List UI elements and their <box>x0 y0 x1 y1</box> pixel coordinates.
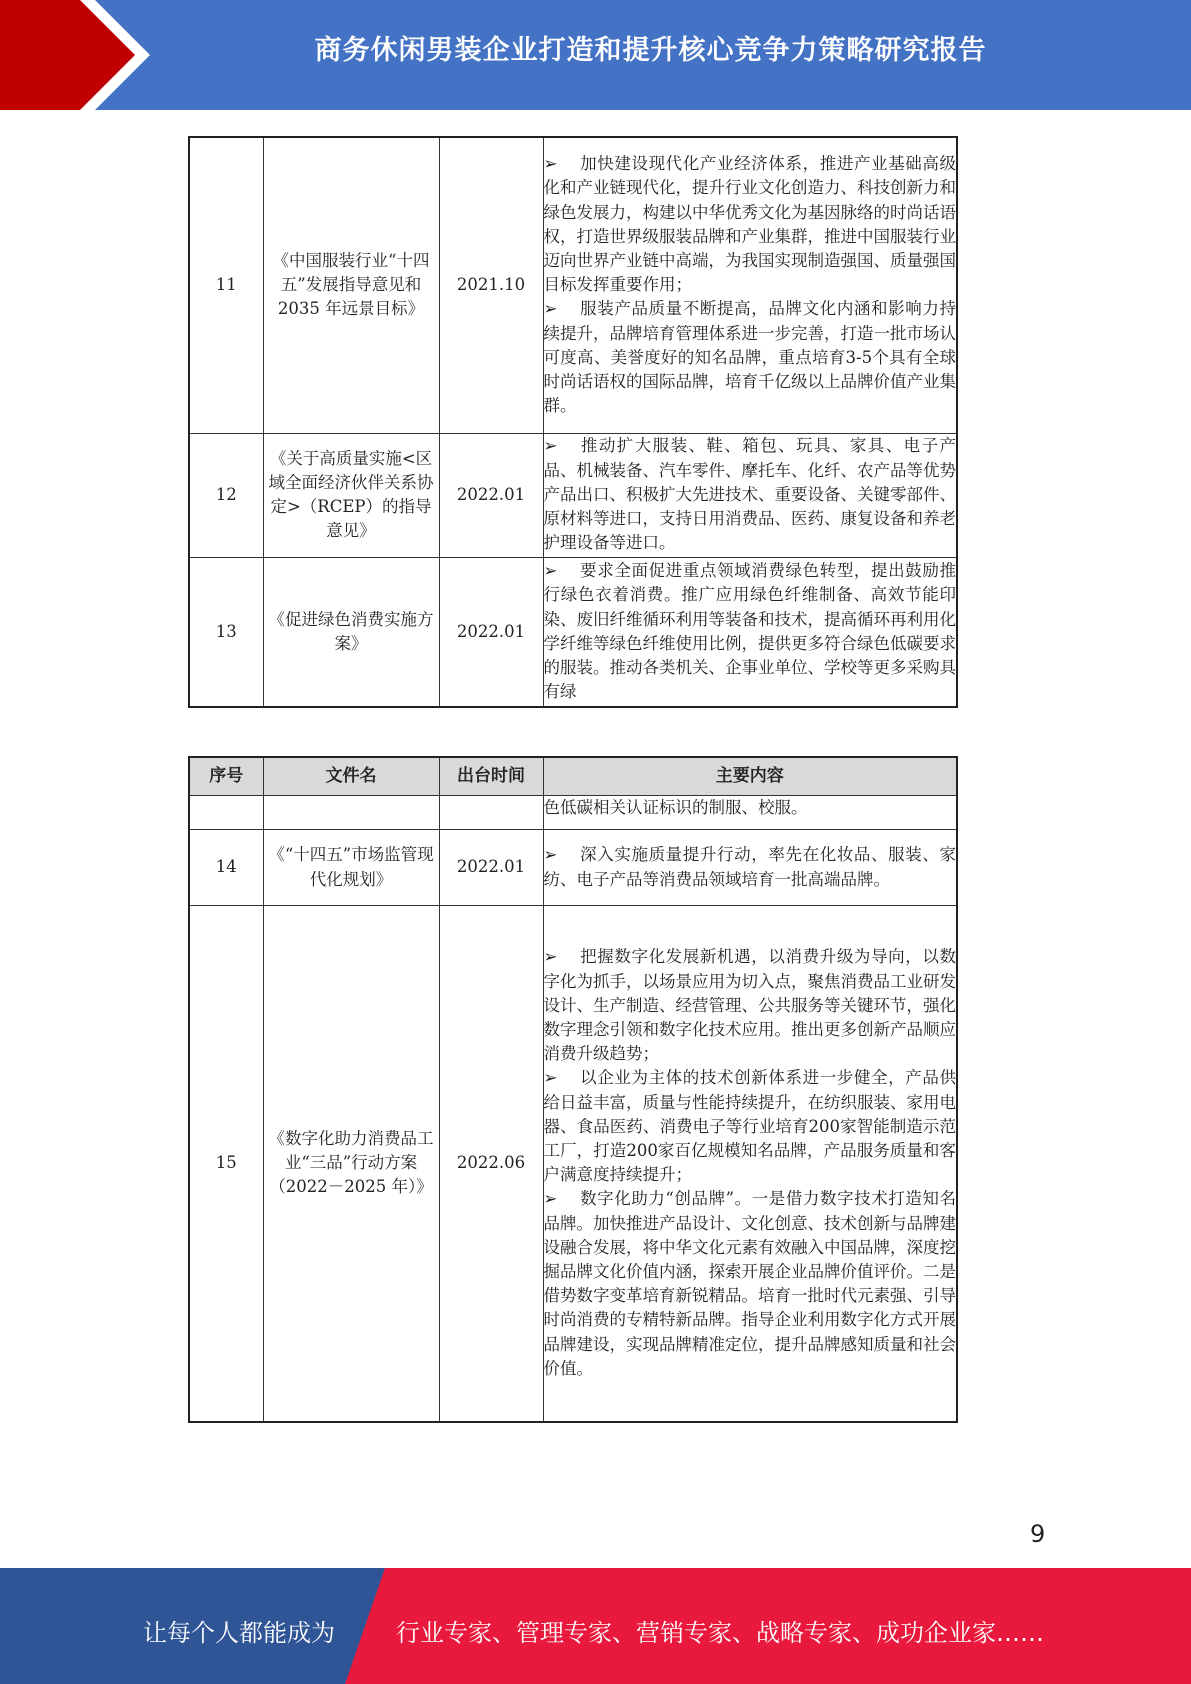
main-content <box>543 906 957 1422</box>
header-issue-date: 出台时间 <box>439 757 543 796</box>
header-number: 序号 <box>189 757 263 796</box>
content-bullet: ➢ 数字化助力“创品牌”。一是借力数字技术打造知名品牌。加快推进产品设计、文化创意、技术创新与品牌建设融合发展，将中华文化元素有效融入中国品牌，深度挖掘品牌文化价值内涵，探索开展企业品牌价值评价。二是借势数字变革培育新锐精品。培育一批时代元素强、引导时尚消费的专精特新品牌。指导企业利用数字化方式开展品牌建设，实现品牌精准定位，提升品牌感知质量和社会价值。 <box>543 1189 956 1378</box>
bullet-arrow-icon: ➢ <box>543 947 558 967</box>
document-name: 《关于高质量实施<区域全面经济伙伴关系协定>（RCEP）的指导意见》 <box>263 433 439 557</box>
header-main-content: 主要内容 <box>543 757 957 796</box>
bullet-arrow-icon: ➢ <box>543 299 558 319</box>
table-row-continuation <box>189 796 957 830</box>
issue-date: 2022.01 <box>439 433 543 557</box>
page-number: 9 <box>1030 1520 1046 1548</box>
table-row <box>189 906 957 1422</box>
report-title: 商务休闲男装企业打造和提升核心竞争力策略研究报告 <box>314 35 987 66</box>
main-content <box>543 137 957 433</box>
bullet-arrow-icon: ➢ <box>543 1189 558 1209</box>
footer-slogan-left: 让每个人都能成为 <box>143 1619 335 1647</box>
bullet-arrow-icon: ➢ <box>543 1068 558 1088</box>
table-row <box>189 433 957 557</box>
row-number: 12 <box>189 433 263 557</box>
table-row <box>189 137 957 433</box>
content-bullet: ➢ 深入实施质量提升行动，率先在化妆品、服装、家纺、电子产品等消费品领域培育一批高端品牌。 <box>543 845 956 889</box>
page-header-band <box>0 0 1191 110</box>
content-bullet: ➢ 加快建设现代化产业经济体系，推进产业基础高级化和产业链现代化，提升行业文化创造力、科技创新力和绿色发展力，构建以中华优秀文化为基因脉络的时尚话语权，打造世界级服装品牌和产业集群，推进中国服装行业迈向世界产业链中高端，为我国实现制造强国、质量强国目标发挥重要作用； <box>543 154 956 295</box>
header-arrow-decoration <box>0 0 160 110</box>
table-header-row <box>189 757 957 796</box>
bullet-arrow-icon: ➢ <box>543 154 558 174</box>
content-bullet: ➢ 以企业为主体的技术创新体系进一步健全，产品供给日益丰富，质量与性能持续提升，在纺织服装、家用电器、食品医药、消费电子等行业培育200家智能制造示范工厂，打造200家百亿规模知名品牌，产品服务质量和客户满意度持续提升； <box>543 1068 956 1185</box>
bullet-arrow-icon: ➢ <box>543 561 558 581</box>
content-bullet: ➢ 把握数字化发展新机遇，以消费升级为导向，以数字化为抓手，以场景应用为切入点，聚焦消费品工业研发设计、生产制造、经营管理、公共服务等关键环节，强化数字理念引领和数字化技术应用。推出更多创新产品顺应消费升级趋势； <box>543 947 956 1064</box>
table-row <box>189 830 957 906</box>
document-name: 《促进绿色消费实施方案》 <box>263 557 439 707</box>
issue-date: 2022.01 <box>439 557 543 707</box>
row-number: 15 <box>189 906 263 1422</box>
issue-date: 2021.10 <box>439 137 543 433</box>
row-number: 11 <box>189 137 263 433</box>
document-name: 《“十四五”市场监管现代化规划》 <box>263 830 439 906</box>
row-number: 13 <box>189 557 263 707</box>
content-bullet: ➢ 要求全面促进重点领域消费绿色转型，提出鼓励推行绿色衣着消费。推广应用绿色纤维制备、高效节能印染、废旧纤维循环利用等装备和技术，提高循环再利用化学纤维等绿色纤维使用比例，提供更多符合绿色低碳要求的服装。推动各类机关、企事业单位、学校等更多采购具有绿 <box>543 561 956 702</box>
policy-table-part2 <box>188 756 958 1423</box>
issue-date: 2022.06 <box>439 906 543 1422</box>
main-content <box>543 557 957 707</box>
main-content <box>543 830 957 906</box>
row-number: 14 <box>189 830 263 906</box>
table-row <box>189 557 957 707</box>
content-bullet: ➢ 推动扩大服装、鞋、箱包、玩具、家具、电子产品、机械装备、汽车零件、摩托车、化纤、农产品等优势产品出口、积极扩大先进技术、重要设备、关键零部件、原材料等进口，支持日用消费品、医药、康复设备和养老护理设备等进口。 <box>543 436 956 553</box>
content-bullet: ➢ 服装产品质量不断提高，品牌文化内涵和影响力持续提升，品牌培育管理体系进一步完善，打造一批市场认可度高、美誉度好的知名品牌，重点培育3-5个具有全球时尚话语权的国际品牌，培育千亿级以上品牌价值产业集群。 <box>543 299 956 416</box>
document-name: 《中国服装行业“十四五”发展指导意见和 2035 年远景目标》 <box>263 137 439 433</box>
page-footer-band <box>0 1568 1191 1684</box>
bullet-arrow-icon: ➢ <box>543 845 558 865</box>
bullet-arrow-icon: ➢ <box>543 436 558 456</box>
issue-date: 2022.01 <box>439 830 543 906</box>
header-document-name: 文件名 <box>263 757 439 796</box>
policy-table-part1 <box>188 136 958 708</box>
footer-slogan-right: 行业专家、管理专家、营销专家、战略专家、成功企业家…… <box>396 1619 1044 1647</box>
continuation-text: 色低碳相关认证标识的制服、校服。 <box>543 796 957 830</box>
document-name: 《数字化助力消费品工业“三品”行动方案（2022－2025 年）》 <box>263 906 439 1422</box>
main-content <box>543 433 957 557</box>
